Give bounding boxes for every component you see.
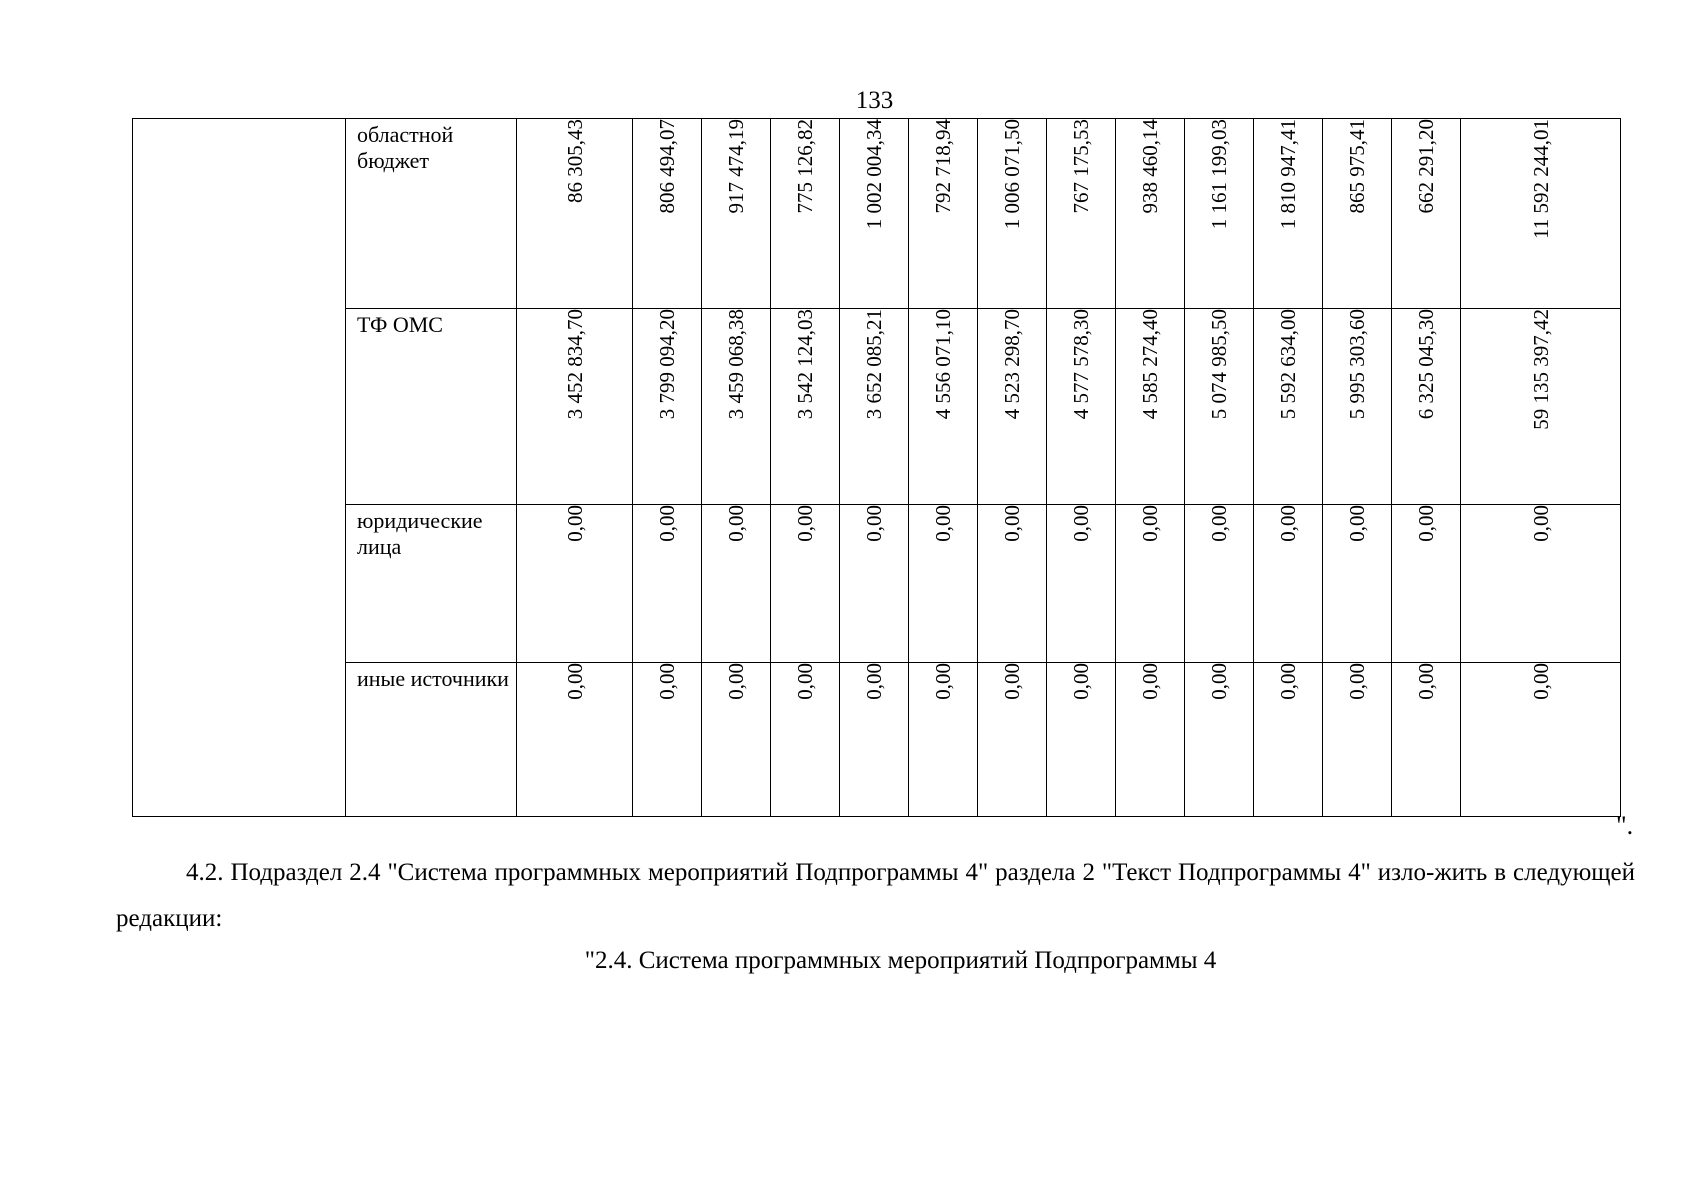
source-label: юридические лица: [357, 508, 483, 559]
value-cell: [1047, 505, 1116, 663]
value-text: 0,00: [1414, 663, 1438, 700]
value-text: 0,00: [1000, 505, 1024, 542]
table-row: [133, 309, 1621, 505]
value-text: 0,00: [562, 663, 587, 700]
value-text: 1 161 199,03: [1207, 119, 1231, 230]
table-row: [133, 663, 1621, 817]
value-text: 0,00: [862, 663, 886, 700]
value-cell: [517, 309, 633, 505]
value-cell: [633, 309, 702, 505]
value-text: 917 474,19: [724, 119, 748, 214]
value-cell: [771, 309, 840, 505]
source-label: иные источники: [357, 666, 509, 691]
value-cell: [1116, 505, 1185, 663]
value-cell: [1461, 119, 1621, 309]
source-label-cell: [346, 663, 517, 817]
value-text: 11 592 244,01: [1528, 119, 1553, 239]
value-text: 938 460,14: [1138, 119, 1162, 214]
value-text: 865 975,41: [1345, 119, 1369, 214]
value-cell: [1047, 119, 1116, 309]
value-cell: [1185, 505, 1254, 663]
value-cell: [909, 505, 978, 663]
value-text: 0,00: [1345, 505, 1369, 542]
value-text: 3 452 834,70: [562, 309, 587, 420]
value-cell: [1392, 309, 1461, 505]
value-cell: [1185, 663, 1254, 817]
value-cell: [517, 505, 633, 663]
value-cell: [1185, 309, 1254, 505]
section-subheading: "2.4. Система программных мероприятий Подпрограммы 4: [584, 947, 1217, 974]
value-text: 0,00: [1000, 663, 1024, 700]
value-text: 5 592 634,00: [1276, 309, 1300, 420]
value-text: 775 126,82: [793, 119, 817, 214]
value-cell: [909, 119, 978, 309]
value-text: 4 577 578,30: [1069, 309, 1093, 420]
value-cell: [1323, 663, 1392, 817]
value-cell: [1392, 663, 1461, 817]
value-text: 0,00: [1276, 663, 1300, 700]
value-cell: [1323, 505, 1392, 663]
value-text: 0,00: [562, 505, 587, 542]
value-text: 0,00: [793, 663, 817, 700]
value-cell: [1323, 119, 1392, 309]
value-cell: [1116, 309, 1185, 505]
value-text: 0,00: [1414, 505, 1438, 542]
funding-table-wrap: [132, 118, 1621, 817]
value-cell: [633, 119, 702, 309]
value-cell: [840, 663, 909, 817]
value-cell: [978, 119, 1047, 309]
value-cell: [702, 663, 771, 817]
value-cell: [771, 663, 840, 817]
value-cell: [840, 119, 909, 309]
value-cell: [1461, 309, 1621, 505]
value-cell: [1047, 309, 1116, 505]
value-cell: [909, 309, 978, 505]
value-text: 3 799 094,20: [655, 309, 679, 420]
source-label-cell: [346, 309, 517, 505]
value-cell: [633, 663, 702, 817]
value-text: 0,00: [1207, 663, 1231, 700]
value-text: 1 810 947,41: [1276, 119, 1300, 230]
value-cell: [1047, 663, 1116, 817]
value-text: 792 718,94: [931, 119, 955, 214]
value-cell: [978, 505, 1047, 663]
value-text: 3 542 124,03: [793, 309, 817, 420]
value-cell: [771, 505, 840, 663]
value-text: 4 556 071,10: [931, 309, 955, 420]
value-text: 0,00: [1276, 505, 1300, 542]
value-text: 1 002 004,34: [862, 119, 886, 230]
empty-merged-cell: [133, 119, 346, 817]
value-text: 3 652 085,21: [862, 309, 886, 420]
value-text: 6 325 045,30: [1414, 309, 1438, 420]
value-text: 3 459 068,38: [724, 309, 748, 420]
value-cell: [1392, 505, 1461, 663]
value-text: 662 291,20: [1414, 119, 1438, 214]
value-text: 0,00: [1207, 505, 1231, 542]
amendment-paragraph: 4.2. Подраздел 2.4 "Система программных мероприятий Подпрограммы 4" раздела 2 "Текст Подпрограммы 4" изло-жить в следующей редакции:: [116, 859, 1635, 932]
value-cell: [702, 309, 771, 505]
table-row: [133, 505, 1621, 663]
value-text: 0,00: [1138, 663, 1162, 700]
value-text: 0,00: [1528, 505, 1553, 542]
source-label-cell: [346, 505, 517, 663]
value-text: 5 995 303,60: [1345, 309, 1369, 420]
value-cell: [840, 505, 909, 663]
value-text: 0,00: [793, 505, 817, 542]
value-cell: [1254, 119, 1323, 309]
value-cell: [1254, 309, 1323, 505]
value-text: 0,00: [1345, 663, 1369, 700]
value-text: 0,00: [1528, 663, 1553, 700]
value-cell: [1461, 505, 1621, 663]
value-text: 0,00: [655, 663, 679, 700]
value-text: 0,00: [724, 505, 748, 542]
table-row: [133, 119, 1621, 309]
page-number: 133: [855, 87, 894, 114]
value-cell: [1254, 663, 1323, 817]
value-cell: [840, 309, 909, 505]
value-text: 0,00: [655, 505, 679, 542]
value-cell: [1116, 663, 1185, 817]
value-text: 86 305,43: [562, 119, 587, 203]
closing-quote: ".: [1616, 811, 1634, 840]
value-cell: [702, 119, 771, 309]
value-text: 0,00: [1069, 663, 1093, 700]
value-cell: [517, 119, 633, 309]
value-cell: [1323, 309, 1392, 505]
value-cell: [1392, 119, 1461, 309]
value-text: 0,00: [724, 663, 748, 700]
value-cell: [1461, 663, 1621, 817]
value-text: 0,00: [1138, 505, 1162, 542]
value-text: 0,00: [1069, 505, 1093, 542]
value-cell: [1185, 119, 1254, 309]
value-cell: [978, 309, 1047, 505]
source-label: ТФ ОМС: [357, 312, 443, 337]
value-text: 5 074 985,50: [1207, 309, 1231, 420]
value-text: 767 175,53: [1069, 119, 1093, 214]
source-label: областной бюджет: [357, 122, 454, 173]
value-text: 0,00: [931, 505, 955, 542]
value-text: 0,00: [862, 505, 886, 542]
value-cell: [702, 505, 771, 663]
value-cell: [517, 663, 633, 817]
funding-table: [132, 118, 1621, 817]
value-cell: [771, 119, 840, 309]
value-cell: [1116, 119, 1185, 309]
value-cell: [1254, 505, 1323, 663]
value-text: 1 006 071,50: [1000, 119, 1024, 230]
value-text: 4 585 274,40: [1138, 309, 1162, 420]
value-text: 806 494,07: [655, 119, 679, 214]
value-text: 0,00: [931, 663, 955, 700]
value-text: 4 523 298,70: [1000, 309, 1024, 420]
source-label-cell: [346, 119, 517, 309]
value-cell: [633, 505, 702, 663]
value-cell: [978, 663, 1047, 817]
value-text: 59 135 397,42: [1528, 309, 1553, 430]
value-cell: [909, 663, 978, 817]
